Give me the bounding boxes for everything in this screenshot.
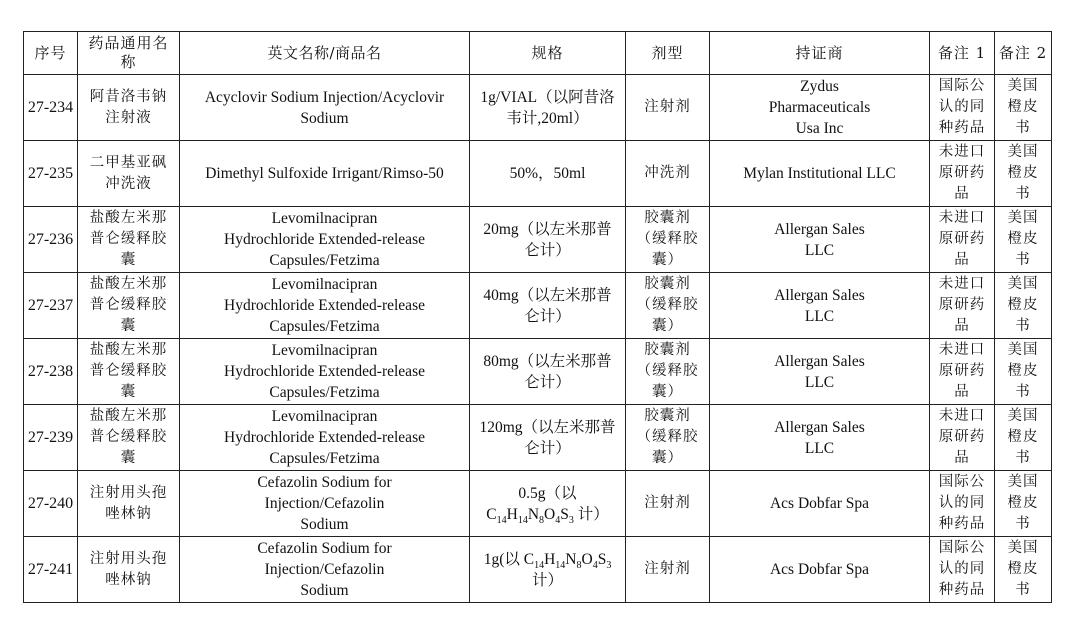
cell-generic-name <box>78 273 180 339</box>
header-generic-name-line1: 药品通用名 <box>88 34 169 52</box>
cell-remark2 <box>995 75 1052 141</box>
cell-remark2 <box>995 141 1052 207</box>
cell-holder-line: Allergan Sales <box>774 418 865 436</box>
cell-remark1-line: 未进口 <box>938 342 986 358</box>
cell-holder-line: Mylan Institutional LLC <box>743 165 896 182</box>
cell-holder-line: LLC <box>804 307 835 325</box>
cell-remark2-line: 书 <box>1015 120 1031 136</box>
cell-remark1-line: 国际公 <box>938 540 986 556</box>
header-english-trade-name: 英文名称/商品名 <box>180 32 470 75</box>
cell-spec-line: 50%，50ml <box>509 165 586 182</box>
cell-seq: 27-234 <box>24 75 78 141</box>
cell-english-trade-name-line: Levomilnacipran <box>271 210 378 227</box>
cell-dosage-form <box>626 75 710 141</box>
cell-english-trade-name-line: Sodium <box>300 516 349 533</box>
cell-remark1 <box>930 405 995 471</box>
cell-spec <box>470 141 626 207</box>
cell-spec-line: 仑计） <box>524 241 571 259</box>
table-row <box>24 537 1052 603</box>
cell-dosage-form-line: 胶囊剂 <box>644 342 691 358</box>
cell-spec-line: 1g/VIAL（以阿昔洛 <box>480 88 615 106</box>
cell-remark2-line: 橙皮 <box>1007 561 1039 577</box>
table-row <box>24 273 1052 339</box>
cell-remark2-line: 美国 <box>1007 408 1039 424</box>
header-generic-name-line2: 称 <box>120 53 137 71</box>
cell-holder-line: Allergan Sales <box>774 220 865 238</box>
cell-generic-name-line: 囊 <box>120 318 137 334</box>
cell-dosage-form <box>626 537 710 603</box>
cell-remark1 <box>930 141 995 207</box>
cell-holder-line: Acs Dobfar Spa <box>769 561 869 578</box>
cell-remark1-line: 国际公 <box>938 78 986 94</box>
cell-generic-name <box>78 537 180 603</box>
cell-spec-line: 计） <box>531 571 563 589</box>
cell-holder-line: Pharmaceuticals <box>768 99 871 116</box>
cell-remark2-line: 橙皮 <box>1007 297 1039 313</box>
cell-holder-line: Acs Dobfar Spa <box>769 495 869 512</box>
cell-remark1 <box>930 207 995 273</box>
cell-seq: 27-238 <box>24 339 78 405</box>
cell-remark2-line: 书 <box>1015 186 1031 202</box>
cell-remark2-line: 橙皮 <box>1007 429 1039 445</box>
cell-remark2 <box>995 339 1052 405</box>
cell-remark2-line: 美国 <box>1007 474 1039 490</box>
cell-remark1-line: 认的同 <box>938 99 986 115</box>
table-row <box>24 471 1052 537</box>
cell-holder-line: Usa Inc <box>795 120 844 137</box>
cell-english-trade-name <box>180 207 470 273</box>
table-body <box>24 75 1052 603</box>
cell-english-trade-name-line: Capsules/Fetzima <box>269 318 380 335</box>
cell-generic-name <box>78 207 180 273</box>
cell-dosage-form-line: （缓释胶 <box>636 429 699 445</box>
cell-remark1 <box>930 75 995 141</box>
cell-remark1-line: 未进口 <box>938 210 986 226</box>
cell-generic-name-line: 注射液 <box>105 109 152 126</box>
cell-remark1-line: 品 <box>954 450 970 466</box>
cell-english-trade-name-line: Cefazolin Sodium for <box>257 474 392 491</box>
cell-generic-name-line: 唑林钠 <box>105 571 152 588</box>
cell-dosage-form-line: 胶囊剂 <box>644 210 691 226</box>
cell-remark2-line: 书 <box>1015 582 1031 598</box>
cell-generic-name-line: 囊 <box>120 450 137 466</box>
cell-dosage-form-line: 囊） <box>652 384 683 400</box>
cell-seq: 27-239 <box>24 405 78 471</box>
cell-generic-name-line: 唑林钠 <box>105 505 152 522</box>
table-row <box>24 75 1052 141</box>
cell-remark1-line: 品 <box>954 186 970 202</box>
cell-remark2 <box>995 273 1052 339</box>
cell-generic-name-line: 普仑缓释胶 <box>89 297 168 313</box>
cell-holder <box>710 141 930 207</box>
cell-generic-name-line: 注射用头孢 <box>89 550 168 567</box>
cell-generic-name-line: 盐酸左米那 <box>89 210 168 226</box>
cell-remark2-line: 美国 <box>1007 342 1039 358</box>
cell-remark1-line: 原研药 <box>938 231 986 247</box>
cell-generic-name-line: 囊 <box>120 384 137 400</box>
header-generic-name <box>78 32 180 75</box>
cell-english-trade-name-line: Levomilnacipran <box>271 342 378 359</box>
cell-generic-name-line: 冲洗液 <box>105 175 152 192</box>
cell-remark2-line: 书 <box>1015 318 1031 334</box>
cell-dosage-form-line: 注射剂 <box>644 561 691 577</box>
cell-dosage-form-line: 囊） <box>652 318 683 334</box>
cell-generic-name <box>78 141 180 207</box>
cell-holder <box>710 339 930 405</box>
cell-seq: 27-237 <box>24 273 78 339</box>
cell-dosage-form <box>626 207 710 273</box>
cell-english-trade-name <box>180 405 470 471</box>
cell-spec-line: 仑计） <box>524 439 571 457</box>
cell-remark1 <box>930 273 995 339</box>
cell-spec-line: 韦计,20ml） <box>506 109 589 127</box>
cell-remark2-line: 书 <box>1015 252 1031 268</box>
cell-remark2-line: 橙皮 <box>1007 99 1039 115</box>
cell-seq: 27-241 <box>24 537 78 603</box>
cell-holder-line: Allergan Sales <box>774 352 865 370</box>
cell-spec <box>470 537 626 603</box>
table-row <box>24 207 1052 273</box>
cell-generic-name-line: 盐酸左米那 <box>89 408 168 424</box>
cell-generic-name-line: 囊 <box>120 252 137 268</box>
table-row <box>24 141 1052 207</box>
cell-generic-name <box>78 471 180 537</box>
cell-dosage-form-line: 冲洗剂 <box>644 165 691 181</box>
cell-english-trade-name-line: Cefazolin Sodium for <box>257 540 392 557</box>
cell-dosage-form-line: 胶囊剂 <box>644 276 691 292</box>
cell-english-trade-name <box>180 273 470 339</box>
cell-remark1-line: 原研药 <box>938 363 986 379</box>
cell-english-trade-name-line: Hydrochloride Extended-release <box>224 363 425 380</box>
cell-dosage-form-line: 注射剂 <box>644 99 691 115</box>
cell-holder <box>710 207 930 273</box>
cell-remark2-line: 书 <box>1015 516 1031 532</box>
cell-generic-name <box>78 75 180 141</box>
cell-english-trade-name-line: Hydrochloride Extended-release <box>224 231 425 248</box>
cell-generic-name-line: 普仑缓释胶 <box>89 231 168 247</box>
cell-seq: 27-240 <box>24 471 78 537</box>
cell-dosage-form <box>626 273 710 339</box>
cell-holder-line: Zydus <box>800 78 839 95</box>
cell-spec-line: 80mg（以左米那普 <box>483 352 612 370</box>
cell-spec <box>470 339 626 405</box>
cell-generic-name <box>78 339 180 405</box>
cell-spec <box>470 75 626 141</box>
cell-english-trade-name-line: Capsules/Fetzima <box>269 384 380 401</box>
cell-holder-line: Allergan Sales <box>774 286 865 304</box>
cell-generic-name-line: 盐酸左米那 <box>89 342 168 358</box>
cell-remark1-line: 品 <box>954 384 970 400</box>
cell-dosage-form-line: 胶囊剂 <box>644 408 691 424</box>
cell-generic-name-line: 二甲基亚砜 <box>89 154 168 171</box>
cell-dosage-form-line: 囊） <box>652 450 683 466</box>
cell-remark1 <box>930 339 995 405</box>
cell-holder-line: LLC <box>804 439 835 457</box>
cell-seq: 27-236 <box>24 207 78 273</box>
cell-generic-name-line: 阿昔洛韦钠 <box>89 88 168 105</box>
cell-generic-name-line: 注射用头孢 <box>89 484 168 501</box>
cell-remark2 <box>995 537 1052 603</box>
cell-holder-line: LLC <box>804 373 835 391</box>
cell-spec-line: 1g(以 $C_{14}H_{14}N_8O_4S_3$ <box>483 550 612 571</box>
header-remark1: 备注 1 <box>930 32 995 75</box>
cell-english-trade-name-line: Levomilnacipran <box>271 276 378 293</box>
header-dosage-form: 剂型 <box>626 32 710 75</box>
cell-dosage-form-line: 囊） <box>652 252 683 268</box>
cell-remark1-line: 未进口 <box>938 408 986 424</box>
cell-holder <box>710 405 930 471</box>
cell-spec <box>470 207 626 273</box>
table-header-row <box>24 32 1052 75</box>
cell-remark1-line: 未进口 <box>938 144 986 160</box>
header-seq: 序号 <box>24 32 78 75</box>
header-remark2: 备注 2 <box>995 32 1052 75</box>
drug-list-table <box>23 31 1052 603</box>
cell-remark2-line: 美国 <box>1007 78 1039 94</box>
cell-holder-line: LLC <box>804 241 835 259</box>
cell-spec <box>470 405 626 471</box>
cell-english-trade-name <box>180 141 470 207</box>
cell-generic-name-line: 普仑缓释胶 <box>89 363 168 379</box>
cell-remark2-line: 美国 <box>1007 210 1039 226</box>
cell-dosage-form-line: （缓释胶 <box>636 231 699 247</box>
cell-remark1-line: 未进口 <box>938 276 986 292</box>
cell-english-trade-name-line: Dimethyl Sulfoxide Irrigant/Rimso-50 <box>205 165 444 182</box>
cell-dosage-form-line: （缓释胶 <box>636 297 699 313</box>
cell-dosage-form-line: （缓释胶 <box>636 363 699 379</box>
cell-english-trade-name-line: Capsules/Fetzima <box>269 252 380 269</box>
cell-remark1-line: 品 <box>954 318 970 334</box>
cell-spec-line: 20mg（以左米那普 <box>483 220 612 238</box>
table-row <box>24 339 1052 405</box>
cell-dosage-form-line: 注射剂 <box>644 495 691 511</box>
cell-english-trade-name-line: Capsules/Fetzima <box>269 450 380 467</box>
cell-remark1-line: 认的同 <box>938 561 986 577</box>
cell-spec <box>470 273 626 339</box>
cell-remark2-line: 橙皮 <box>1007 363 1039 379</box>
header-holder: 持证商 <box>710 32 930 75</box>
cell-spec <box>470 471 626 537</box>
cell-english-trade-name-line: Levomilnacipran <box>271 408 378 425</box>
cell-english-trade-name <box>180 471 470 537</box>
cell-remark1-line: 认的同 <box>938 495 986 511</box>
cell-remark2-line: 橙皮 <box>1007 231 1039 247</box>
cell-english-trade-name <box>180 339 470 405</box>
cell-remark2 <box>995 207 1052 273</box>
cell-english-trade-name <box>180 537 470 603</box>
cell-english-trade-name-line: Hydrochloride Extended-release <box>224 429 425 446</box>
cell-remark1-line: 原研药 <box>938 165 986 181</box>
cell-remark2-line: 美国 <box>1007 144 1039 160</box>
cell-spec-line: 0.5g（以 <box>518 484 577 502</box>
cell-remark2-line: 书 <box>1015 384 1031 400</box>
cell-remark1-line: 原研药 <box>938 297 986 313</box>
cell-spec-line: 120mg（以左米那普 <box>479 418 616 436</box>
cell-holder <box>710 273 930 339</box>
cell-spec-line: 仑计） <box>524 373 571 391</box>
cell-remark1-line: 品 <box>954 252 970 268</box>
cell-dosage-form <box>626 141 710 207</box>
cell-english-trade-name-line: Injection/Cefazolin <box>264 561 385 578</box>
cell-spec-line: 40mg（以左米那普 <box>483 286 612 304</box>
cell-remark1-line: 种药品 <box>938 516 986 532</box>
cell-remark1-line: 原研药 <box>938 429 986 445</box>
cell-english-trade-name-line: Sodium <box>300 582 349 599</box>
cell-remark1-line: 种药品 <box>938 120 986 136</box>
cell-english-trade-name-line: Hydrochloride Extended-release <box>224 297 425 314</box>
cell-remark2 <box>995 471 1052 537</box>
cell-generic-name <box>78 405 180 471</box>
header-spec: 规格 <box>470 32 626 75</box>
cell-generic-name-line: 普仑缓释胶 <box>89 429 168 445</box>
cell-remark2-line: 美国 <box>1007 276 1039 292</box>
cell-holder <box>710 471 930 537</box>
cell-seq: 27-235 <box>24 141 78 207</box>
cell-holder <box>710 537 930 603</box>
cell-remark1 <box>930 471 995 537</box>
cell-english-trade-name-line: Acyclovir Sodium Injection/Acyclovir <box>204 88 445 106</box>
table-row <box>24 405 1052 471</box>
cell-dosage-form <box>626 405 710 471</box>
cell-english-trade-name <box>180 75 470 141</box>
cell-remark1-line: 种药品 <box>938 582 986 598</box>
cell-remark2-line: 美国 <box>1007 540 1039 556</box>
cell-dosage-form <box>626 471 710 537</box>
cell-remark2-line: 书 <box>1015 450 1031 466</box>
cell-generic-name-line: 盐酸左米那 <box>89 276 168 292</box>
cell-remark2 <box>995 405 1052 471</box>
cell-holder <box>710 75 930 141</box>
cell-english-trade-name-line: Injection/Cefazolin <box>264 495 385 512</box>
cell-spec-line: $C_{14}H_{14}N_8O_4S_3$ 计） <box>486 505 609 526</box>
cell-english-trade-name-line: Sodium <box>300 109 349 127</box>
cell-remark2-line: 橙皮 <box>1007 495 1039 511</box>
cell-remark1-line: 国际公 <box>938 474 986 490</box>
cell-spec-line: 仑计） <box>524 307 571 325</box>
cell-dosage-form <box>626 339 710 405</box>
cell-remark1 <box>930 537 995 603</box>
cell-remark2-line: 橙皮 <box>1007 165 1039 181</box>
